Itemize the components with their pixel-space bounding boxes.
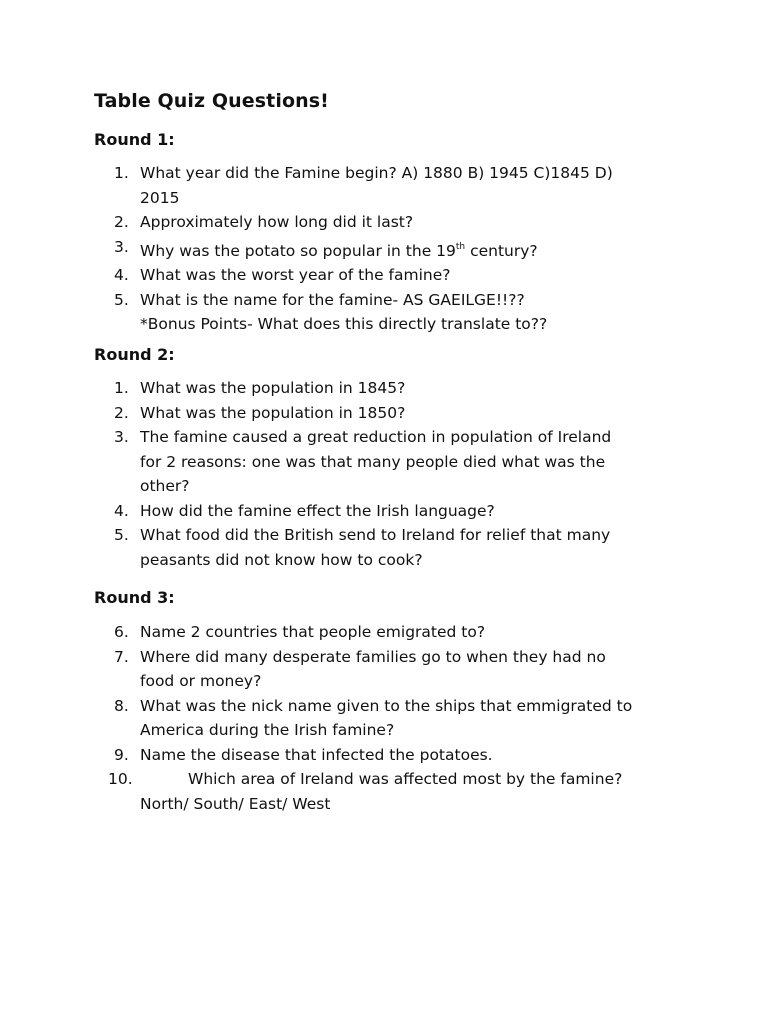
question-number: 3.	[114, 237, 129, 256]
question-item	[0, 288, 768, 337]
question-item	[0, 263, 768, 288]
question-text	[140, 161, 680, 210]
question-text	[140, 499, 680, 524]
question-text	[140, 523, 680, 572]
question-number: 1.	[114, 164, 129, 182]
question-line: peasants did not know how to cook?	[140, 550, 423, 569]
question-number: 4.	[114, 501, 129, 520]
question-line: other?	[140, 477, 190, 495]
question-text	[140, 743, 680, 768]
question-line: What was the population in 1850?	[140, 403, 406, 422]
question-number: 4.	[114, 266, 129, 284]
question-line: 2015	[140, 188, 180, 207]
question-number: 7.	[114, 647, 129, 666]
question-line: Where did many desperate families go to when they had no	[140, 647, 606, 666]
question-text	[140, 401, 680, 426]
question-item	[0, 620, 768, 645]
round-1-question-list	[0, 161, 768, 337]
question-line: Approximately how long did it last?	[140, 213, 414, 231]
question-line: What was the nick name given to the ships that emmigrated to	[140, 696, 633, 715]
question-line: What is the name for the famine- AS GAEILGE!!??	[140, 290, 525, 309]
question-number: 3.	[114, 428, 129, 446]
round-1-heading: Round 1:	[94, 130, 175, 149]
question-item	[0, 767, 768, 816]
round-2-heading: Round 2:	[94, 345, 175, 364]
question-item	[0, 694, 768, 743]
question-number: 1.	[114, 379, 129, 397]
question-text-part: century?	[465, 241, 538, 260]
question-number: 10.	[108, 770, 133, 788]
question-text	[140, 767, 680, 816]
question-line: How did the famine effect the Irish language?	[140, 501, 495, 520]
question-number: 2.	[114, 213, 129, 231]
question-line: What year did the Famine begin? A) 1880 B) 1945 C)1845 D)	[140, 164, 613, 182]
question-number: 6.	[114, 623, 129, 641]
question-line: North/ South/ East/ West	[140, 794, 331, 813]
question-number: 8.	[114, 696, 129, 715]
question-number: 2.	[114, 403, 129, 422]
question-line: Name 2 countries that people emigrated to?	[140, 623, 486, 641]
question-text-part: Why was the potato so popular in the 19	[140, 241, 456, 260]
question-text	[140, 210, 680, 235]
question-number: 9.	[114, 745, 129, 764]
question-line: America during the Irish famine?	[140, 721, 395, 739]
question-text	[140, 645, 680, 694]
question-item	[0, 235, 768, 264]
question-text	[140, 235, 680, 264]
round-2-question-list	[0, 376, 768, 572]
document-title: Table Quiz Questions!	[94, 90, 329, 112]
question-number: 5.	[114, 526, 129, 544]
question-item	[0, 161, 768, 210]
question-item	[0, 523, 768, 572]
question-text	[140, 620, 680, 645]
question-number: 5.	[114, 290, 129, 309]
question-item	[0, 743, 768, 768]
question-line: What was the worst year of the famine?	[140, 266, 451, 284]
question-text	[140, 288, 680, 337]
question-line: What food did the British send to Ireland for relief that many	[140, 526, 611, 544]
question-item	[0, 499, 768, 524]
question-line: for 2 reasons: one was that many people died what was the	[140, 452, 606, 471]
question-line: The famine caused a great reduction in population of Ireland	[140, 428, 612, 446]
question-item	[0, 401, 768, 426]
question-line: *Bonus Points- What does this directly translate to??	[140, 315, 548, 333]
question-line: Name the disease that infected the potatoes.	[140, 745, 493, 764]
question-item	[0, 376, 768, 401]
question-line: food or money?	[140, 672, 262, 690]
superscript: th	[455, 241, 466, 252]
question-line	[140, 235, 680, 264]
question-text	[140, 376, 680, 401]
question-line: Which area of Ireland was affected most by the famine?	[188, 770, 623, 788]
question-text	[140, 425, 680, 499]
round-3-heading: Round 3:	[94, 588, 175, 607]
round-3-question-list	[0, 620, 768, 816]
question-line: What was the population in 1845?	[140, 379, 406, 397]
question-text	[140, 694, 680, 743]
question-item	[0, 210, 768, 235]
question-text	[140, 263, 680, 288]
question-item	[0, 425, 768, 499]
question-item	[0, 645, 768, 694]
